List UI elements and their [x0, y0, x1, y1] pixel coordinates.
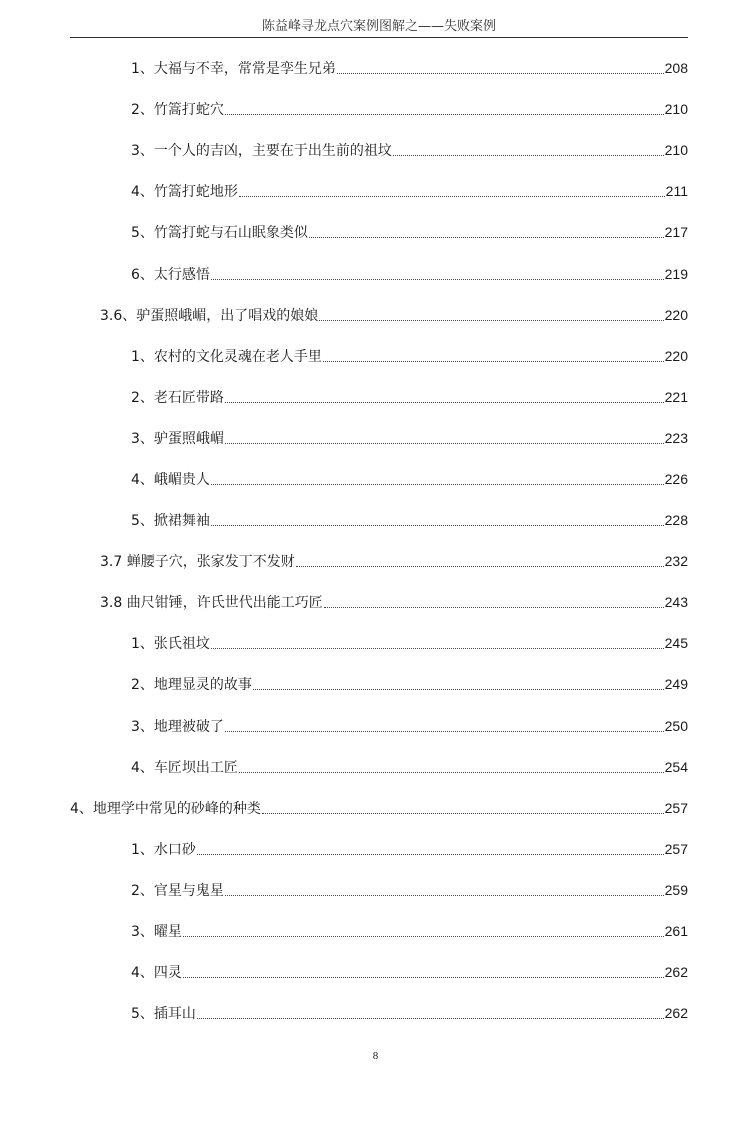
- toc-entry-title: 3、曜星: [131, 924, 182, 941]
- toc-entry-title: 3.6、驴蛋照峨嵋，出了唱戏的娘娘: [100, 307, 319, 324]
- toc-entry-title: 6、太行感悟: [131, 266, 210, 283]
- dot-leader: [323, 361, 664, 362]
- toc-entry[interactable]: [0, 253, 751, 294]
- dot-leader: [319, 320, 663, 321]
- toc-entry-title: 1、水口砂: [131, 841, 196, 858]
- dot-leader: [393, 155, 664, 156]
- toc-entry-page: 245: [664, 635, 688, 652]
- toc-entry-page: 208: [664, 60, 688, 77]
- page-number: 8: [372, 1050, 379, 1062]
- toc-entry-page: 259: [664, 881, 688, 898]
- toc-entry[interactable]: [0, 418, 751, 459]
- toc-entry[interactable]: [0, 541, 751, 582]
- toc-entry[interactable]: [0, 706, 751, 747]
- toc-entry[interactable]: [0, 500, 751, 541]
- toc-entry-title: 4、车匠坝出工匠: [131, 759, 238, 776]
- toc-entry-title: 2、老石匠带路: [131, 389, 224, 406]
- toc-entry-line: [100, 306, 688, 325]
- toc-entry-line: [131, 347, 688, 366]
- toc-entry-line: [131, 675, 688, 694]
- toc-entry-line: [131, 758, 688, 777]
- toc-entry-title: 1、张氏祖坟: [131, 636, 210, 653]
- toc-entry-title: 4、地理学中常见的砂峰的种类: [70, 800, 261, 817]
- dot-leader: [183, 977, 664, 978]
- toc-entry-line: [131, 840, 688, 859]
- toc-entry-line: [131, 223, 688, 242]
- toc-entry[interactable]: [0, 623, 751, 664]
- dot-leader: [225, 731, 664, 732]
- toc-entry[interactable]: [0, 582, 751, 623]
- header-title: 陈益峰寻龙点穴案例图解之——失败案例: [261, 19, 496, 34]
- toc-entry-line: [131, 881, 688, 900]
- toc-entry-line: [100, 552, 688, 571]
- dot-leader: [211, 484, 664, 485]
- dot-leader: [296, 566, 664, 567]
- toc-entry-title: 4、四灵: [131, 965, 182, 982]
- dot-leader: [197, 1018, 664, 1019]
- toc-entry-title: 1、农村的文化灵魂在老人手里: [131, 348, 322, 365]
- dot-leader: [211, 525, 664, 526]
- toc-entry-line: [70, 799, 688, 818]
- dot-leader: [211, 279, 664, 280]
- dot-leader: [262, 813, 664, 814]
- toc-entry[interactable]: [0, 336, 751, 377]
- dot-leader: [309, 237, 664, 238]
- dot-leader: [337, 73, 664, 74]
- toc-entry-title: 2、官星与鬼星: [131, 882, 224, 899]
- toc-entry[interactable]: [0, 870, 751, 911]
- toc-entry[interactable]: [0, 295, 751, 336]
- toc-entry[interactable]: [0, 459, 751, 500]
- toc-entry-page: 250: [664, 717, 688, 734]
- toc-entry-page: 219: [664, 265, 688, 282]
- dot-leader: [324, 607, 664, 608]
- toc-entry-line: [131, 141, 688, 160]
- page-header: [70, 17, 688, 38]
- toc-entry-line: [131, 963, 688, 982]
- toc-entry-page: 254: [664, 758, 688, 775]
- toc-entry-line: [131, 182, 688, 201]
- toc-entry-page: 221: [664, 388, 688, 405]
- toc-entry-line: [131, 470, 688, 489]
- toc-entry-line: [131, 388, 688, 407]
- dot-leader: [225, 402, 664, 403]
- toc-entry[interactable]: [0, 788, 751, 829]
- table-of-contents: [0, 48, 751, 1034]
- toc-entry-page: 232: [664, 553, 688, 570]
- toc-entry[interactable]: [0, 377, 751, 418]
- toc-entry-line: [131, 634, 688, 653]
- toc-entry-page: 249: [664, 676, 688, 693]
- toc-entry-page: 220: [664, 306, 688, 323]
- toc-entry-title: 3、驴蛋照峨嵋: [131, 430, 224, 447]
- toc-entry-page: 262: [664, 964, 688, 981]
- toc-entry[interactable]: [0, 48, 751, 89]
- dot-leader: [239, 196, 665, 197]
- toc-entry-page: 210: [664, 142, 688, 159]
- toc-entry[interactable]: [0, 212, 751, 253]
- toc-entry[interactable]: [0, 89, 751, 130]
- toc-entry-line: [131, 511, 688, 530]
- dot-leader: [211, 648, 664, 649]
- toc-entry-page: 228: [664, 512, 688, 529]
- toc-entry[interactable]: [0, 829, 751, 870]
- dot-leader: [225, 895, 664, 896]
- dot-leader: [239, 772, 664, 773]
- dot-leader: [225, 443, 664, 444]
- toc-entry-title: 4、竹篙打蛇地形: [131, 184, 238, 201]
- dot-leader: [183, 936, 664, 937]
- toc-entry[interactable]: [0, 171, 751, 212]
- toc-entry-title: 3、一个人的吉凶，主要在于出生前的祖坟: [131, 143, 392, 160]
- toc-entry-page: 210: [664, 101, 688, 118]
- toc-entry-title: 4、峨嵋贵人: [131, 471, 210, 488]
- dot-leader: [197, 854, 664, 855]
- toc-entry[interactable]: [0, 130, 751, 171]
- toc-entry-title: 5、插耳山: [131, 1006, 196, 1023]
- toc-entry-title: 1、大福与不幸，常常是孪生兄弟: [131, 61, 336, 78]
- toc-entry-line: [131, 1004, 688, 1023]
- toc-entry-page: 223: [664, 429, 688, 446]
- toc-entry-line: [131, 429, 688, 448]
- toc-entry-line: [131, 717, 688, 736]
- toc-entry-page: 243: [664, 594, 688, 611]
- toc-entry-title: 2、竹篙打蛇穴: [131, 102, 224, 119]
- toc-entry-title: 5、掀裙舞袖: [131, 513, 210, 530]
- toc-entry-page: 257: [664, 840, 688, 857]
- toc-entry[interactable]: [0, 952, 751, 993]
- dot-leader: [253, 689, 664, 690]
- toc-entry-line: [131, 59, 688, 78]
- toc-entry-page: 261: [664, 923, 688, 940]
- toc-entry[interactable]: [0, 911, 751, 952]
- toc-entry-page: 262: [664, 1005, 688, 1022]
- toc-entry-line: [131, 100, 688, 119]
- toc-entry-page: 226: [664, 470, 688, 487]
- toc-entry[interactable]: [0, 993, 751, 1034]
- toc-entry-line: [100, 593, 688, 612]
- toc-entry-title: 5、竹篙打蛇与石山眠象类似: [131, 225, 308, 242]
- toc-entry[interactable]: [0, 747, 751, 788]
- toc-entry-page: 217: [664, 224, 688, 241]
- toc-entry-line: [131, 265, 688, 284]
- toc-entry-page: 257: [664, 799, 688, 816]
- toc-entry-line: [131, 922, 688, 941]
- toc-entry-page: 211: [665, 183, 688, 200]
- dot-leader: [225, 114, 664, 115]
- toc-entry-title: 3.7 蝉腰子穴，张家发丁不发财: [100, 554, 295, 571]
- toc-entry-title: 3、地理被破了: [131, 718, 224, 735]
- toc-entry[interactable]: [0, 664, 751, 705]
- toc-entry-title: 3.8 曲尺钳锤，许氏世代出能工巧匠: [100, 595, 323, 612]
- toc-entry-page: 220: [664, 347, 688, 364]
- toc-entry-title: 2、地理显灵的故事: [131, 677, 252, 694]
